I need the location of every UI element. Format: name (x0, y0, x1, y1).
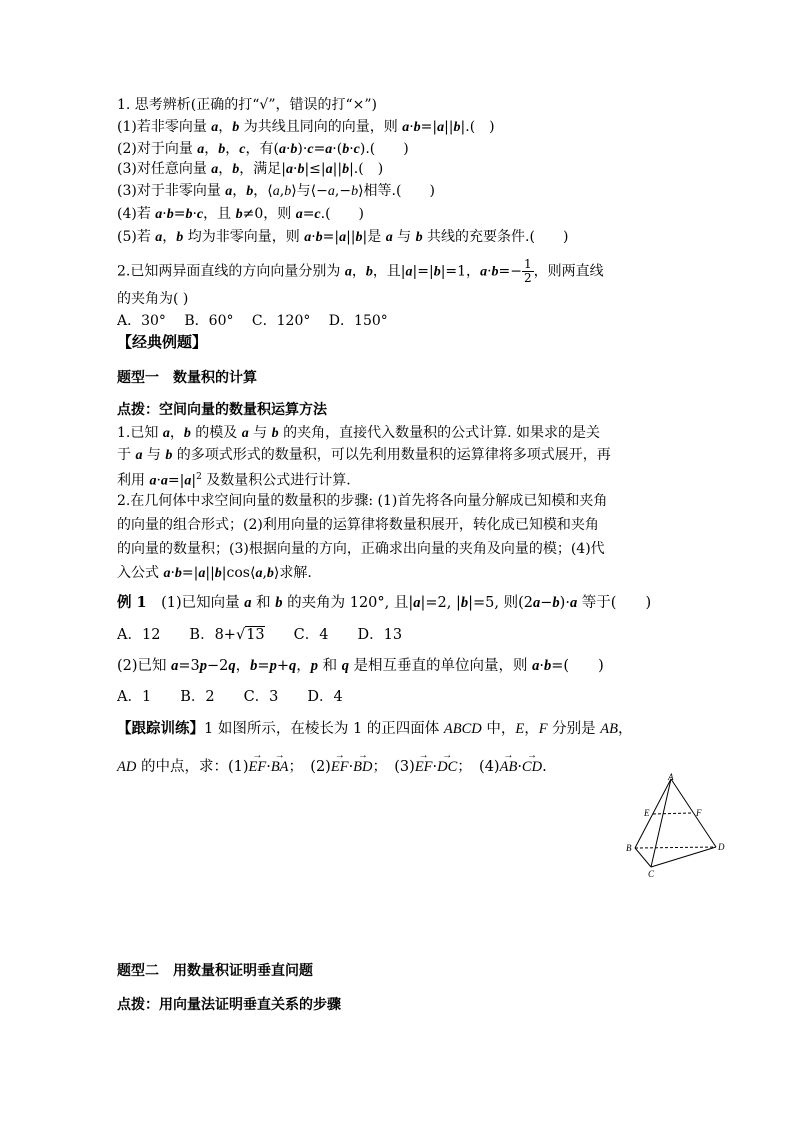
type1-p2-line1: 2.在几何体中求空间向量的数量积的步骤: (1)首先将各向量分解成已知模和夹角 (117, 493, 608, 509)
example1-options2: A．1 B．2 C．3 D．4 (117, 689, 343, 705)
training-label: 【跟踪训练】 (117, 720, 204, 737)
q2-stem-text: 2.已知两异面直线的方向向量分别为 (117, 263, 341, 280)
tetrahedron-figure (620, 772, 750, 882)
label-F: F (696, 808, 702, 818)
q1-item-3: (3)对任意向量 a，b，满足|a·b|≤|a||b|.( ) (117, 161, 384, 177)
q1-item-5: (4)若 a·b=b·c，且 b≠0，则 a=c.( ) (117, 206, 365, 222)
type1-p2-line2: 的向量的组合形式；(2)利用向量的运算律将数量积展开，转化成已知模和夹角 (117, 517, 599, 533)
label-E: E (644, 808, 650, 818)
edge-AD (671, 779, 716, 847)
example1-part1: 例 1 (1)已知向量 a 和 b 的夹角为 120°, 且|a|=2, |b|=5, 则(2a−b)·a 等于( ) (117, 594, 652, 611)
type1-title: 题型一 数量积的计算 (117, 370, 257, 386)
type1-tip: 点拨：空间向量的数量积运算方法 (117, 402, 327, 418)
label-B: B (626, 843, 632, 853)
label-C: C (648, 869, 655, 879)
edge-BC (635, 848, 651, 867)
label-A: A (668, 772, 674, 782)
q1-item-4: (3)对于非零向量 a，b，⟨a,b⟩与⟨−a,−b⟩相等.( ) (117, 183, 435, 199)
question-1-title: 1. 思考辨析(正确的打“√”，错误的打“×”) (117, 97, 378, 113)
label-D: D (718, 842, 725, 852)
type1-p2-line3: 的向量的数量积；(3)根据向量的方向，正确求出向量的夹角及向量的模；(4)代 (117, 541, 605, 557)
segment-EF (653, 813, 693, 814)
type2-tip: 点拨：用向量法证明垂直关系的步骤 (117, 997, 341, 1013)
type1-p2-line4: 入公式 a·b=|a||b|cos⟨a,b⟩求解. (117, 565, 312, 581)
type1-p1-line3: 利用 $a\cdot a=|a|^2$ 及数量积公式进行计算. (117, 472, 351, 489)
type2-title: 题型二 用数量积证明垂直问题 (117, 963, 313, 979)
edge-AC (651, 779, 671, 867)
section-title: 【经典例题】 (117, 333, 208, 351)
training-text-2: AD 的中点，求：(1)→ EF·→ BA； (2)→ EF·→ BD； (3)→ EF·→ DC； (4)→ AB·→ CD. (117, 758, 547, 776)
q2-fraction: $\frac{1}{2}$ (523, 257, 532, 285)
training-text-1: 【跟踪训练】1 如图所示，在棱长为 1 的正四面体 ABCD 中，E，F 分别是 AB， (117, 720, 633, 737)
example1-label: 例 1 (117, 594, 147, 611)
type1-p1-line1: 1.已知 a，b 的模及 a 与 b 的夹角，直接代入数量积的公式计算. 如果求的是关 (117, 425, 600, 441)
example1-part2: (2)已知 a=3p−2q，b=p+q，p 和 q 是相互垂直的单位向量，则 a·b=( ) (117, 658, 604, 674)
type1-p1-line2: 于 a 与 b 的多项式形式的数量积，可以先利用数量积的运算律将多项式展开，再 (117, 447, 611, 463)
q2-stem: 2.已知两异面直线的方向向量分别为 a，b，且|a|=|b|=1，a·b=− $\frac{1}{2}$ ，则两直线 (117, 257, 604, 285)
example1-options1: A．12 B．8+√13 C．4 D．13 (117, 627, 403, 643)
q1-item-6: (5)若 a，b 均为非零向量，则 a·b=|a||b|是 a 与 b 共线的充要条件.( ) (117, 229, 569, 245)
q2-stem-2: 的夹角为( ) (117, 291, 189, 307)
q2-options: A．30° B．60° C．120° D．150° (117, 313, 388, 329)
q1-item-1: (1)若非零向量 a，b 为共线且同向的向量，则 a·b=|a||b|.( ) (117, 119, 495, 135)
edge-CD (651, 847, 716, 867)
edge-BD (635, 847, 716, 848)
q1-item-2: (2)对于向量 a，b，c，有(a·b)·c=a·(b·c).( ) (117, 141, 409, 157)
